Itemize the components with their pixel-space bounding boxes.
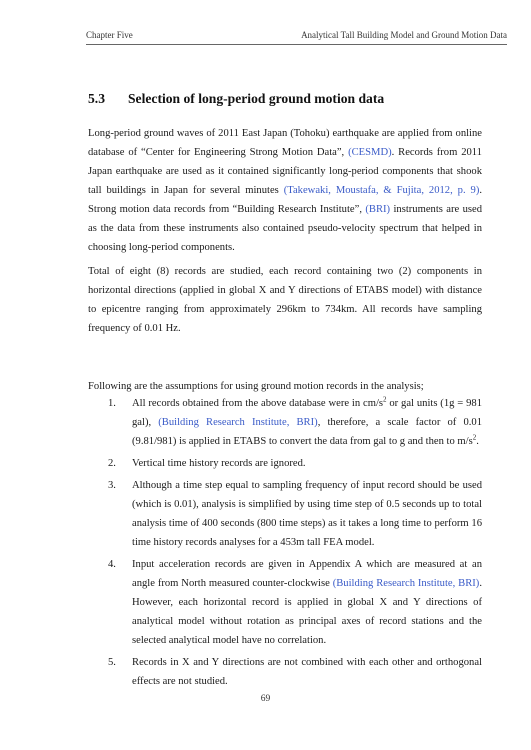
section-heading <box>88 91 384 107</box>
text-run: Input acceleration records are given in Appendix A which are measured at an angle from North measured counter-clockwise <box>132 559 482 589</box>
page-number: 69 <box>260 694 271 704</box>
text-run: . Records from 2011 Japan earthquake are used as it contained significantly long-period components that shook tall buildings in Japan for several minutes <box>88 147 482 196</box>
assumptions-list <box>108 394 482 694</box>
section-number: 5.3 <box>88 91 105 106</box>
paragraph-3: Following are the assumptions for using ground motion records in the analysis; <box>88 381 424 392</box>
list-item <box>108 653 482 691</box>
citation-link[interactable]: (Building Research Institute, BRI) <box>332 578 480 589</box>
header-title: Analytical Tall Building Model and Ground Motion Data <box>301 30 507 40</box>
list-number: 5. <box>108 657 116 668</box>
superscript: 2 <box>472 433 477 442</box>
citation-link[interactable]: (BRI) <box>365 204 391 215</box>
paragraph-records <box>88 262 482 338</box>
text-run: , therefore, a scale factor of 0.01 (9.81/981) is applied in ETABS to convert the data from gal to g and then to m/s <box>132 417 482 447</box>
list-number: 1. <box>108 398 116 409</box>
header-chapter: Chapter Five <box>86 30 133 40</box>
page-header <box>86 30 507 45</box>
list-number: 2. <box>108 458 116 469</box>
text-run: . However, each horizontal record is applied in global X and Y directions of analytical model without rotation as principal axes of record stations and the selected analytical model have no correlation. <box>132 578 482 646</box>
paragraph-1 <box>88 124 482 257</box>
citation-link[interactable]: (Takewaki, Moustafa, & Fujita, 2012, p. 9) <box>283 185 480 196</box>
text-run: Records in X and Y directions are not combined with each other and orthogonal effects are not studied. <box>132 657 482 687</box>
citation-link[interactable]: (Building Research Institute, BRI) <box>158 417 318 428</box>
list-item <box>108 454 482 473</box>
list-item <box>108 555 482 650</box>
list-number: 4. <box>108 559 116 570</box>
text-run: Although a time step equal to sampling frequency of input record should be used (which is 0.01), analysis is simplified by using time step of 0.5 seconds up to total analysis time of 400 seconds (800 time steps) as it takes a long time to perform 16 time history records analyses for a 453m tall FEA model. <box>132 480 482 548</box>
text-run: instruments are used as the data from these instruments also contained pseudo-velocity spectrum that helped in choosing long-period components. <box>88 204 482 253</box>
paragraph-2: Total of eight (8) records are studied, each record containing two (2) components in horizontal directions (applied in global X and Y directions of ETABS model) with distance to epicentre ranging from approximately 296km to 734km. All records have sampling frequency of 0.01 Hz. <box>88 266 482 334</box>
citation-link[interactable]: (CESMD) <box>348 147 392 158</box>
list-item <box>108 476 482 552</box>
text-run: . <box>476 436 479 447</box>
text-run: . Strong motion data records from “Building Research Institute”, <box>88 185 483 215</box>
paragraph-intro <box>88 124 482 257</box>
superscript: 2 <box>383 395 387 404</box>
text-run: All records obtained from the above database were in cm/s <box>132 398 384 409</box>
text-run: Long-period ground waves of 2011 East Japan (Tohoku) earthquake are applied from online database of “Center for Engineering Strong Motion Data”, <box>88 128 482 158</box>
section-title: Selection of long-period ground motion data <box>128 91 385 106</box>
list-number: 3. <box>108 480 116 491</box>
text-run: Vertical time history records are ignored. <box>132 458 306 469</box>
list-item <box>108 394 482 451</box>
text-run: or gal units (1g = 981 gal), <box>132 398 483 428</box>
